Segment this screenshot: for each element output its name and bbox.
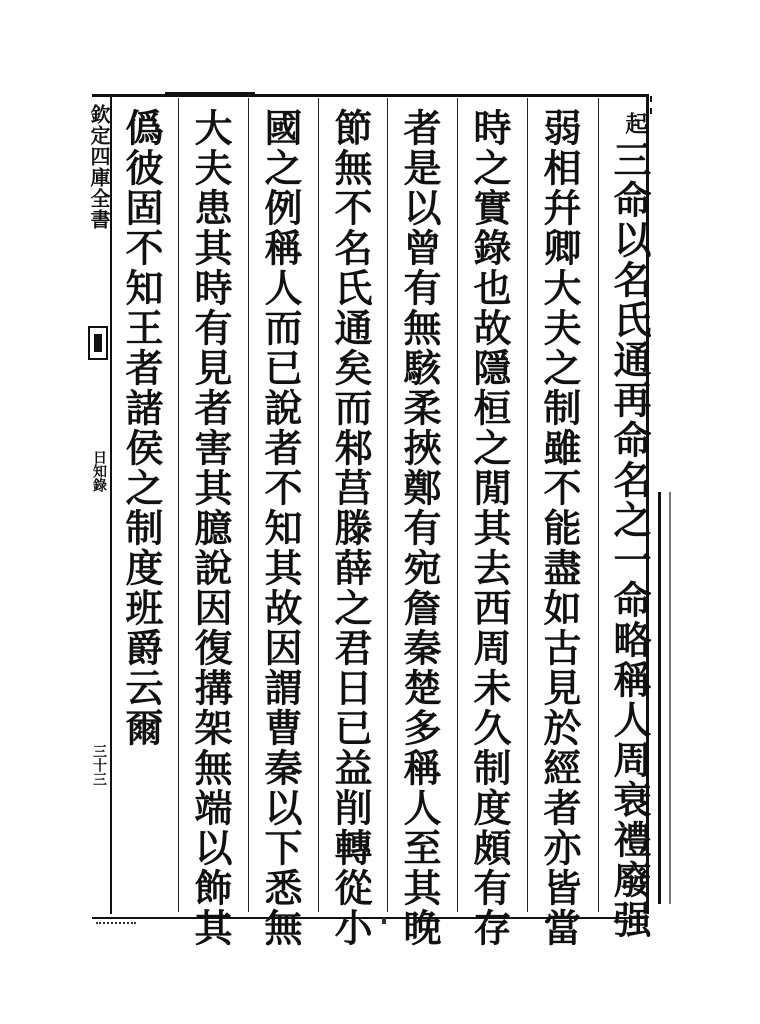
text-column-7: 大夫患其時有見者害其臆說因復搆架無端以飾其 [188, 108, 233, 948]
text-column-3: 時之實錄也故隱桓之閒其去西周未久制度頗有存 [467, 108, 512, 948]
column-rule [598, 98, 599, 912]
margin-book-title: 日知錄 [91, 450, 107, 492]
text-column-6: 國之例稱人而已說者不知其故因謂曹秦以下悉無 [258, 108, 303, 948]
column-rule [318, 98, 319, 912]
margin-bottom-mark [96, 922, 136, 932]
page-edge-mark [658, 492, 671, 904]
column-rule [457, 98, 458, 912]
margin-series-title: 欽定四庫全書 [87, 104, 111, 230]
fishtail-fill [94, 334, 102, 352]
column-rule [178, 98, 179, 912]
text-column-4: 者是以曾有無駭柔挾鄭有宛詹秦楚多稱人至其晚 [397, 108, 442, 948]
column-rule [527, 98, 528, 912]
bottom-center-tick [382, 918, 386, 924]
fishtail-mark [88, 326, 108, 360]
text-column-5: 節無不名氏通矣而邾莒滕薛之君日已益削轉從小 [328, 108, 373, 948]
text-column-1: 三命以名氏通再命名之一命略稱人周衰禮廢强 [607, 140, 652, 940]
section-marker: 起 [622, 112, 648, 134]
margin-folio-number: 三十三 [91, 744, 107, 786]
text-column-2: 弱相幷卿大夫之制雖不能盡如古見於經者亦皆當 [537, 108, 582, 948]
top-rule-mark [165, 92, 255, 96]
text-column-8: 僞彼固不知王者諸侯之制度班爵云爾 [119, 108, 164, 748]
column-rule [248, 98, 249, 912]
column-rule [387, 98, 388, 912]
